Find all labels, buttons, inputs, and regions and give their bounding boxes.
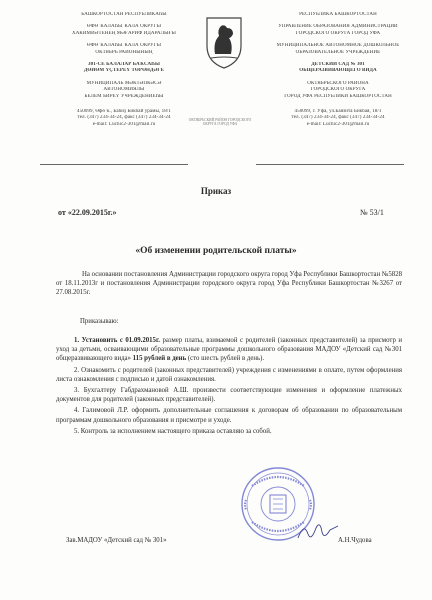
header-right-line: ГОРОДСКОГО ОКРУГА	[310, 87, 366, 93]
order-number: № 53/1	[360, 208, 384, 217]
header-right-line: ОБЩЕРАЗВИВАЮЩЕГО ВИДА	[299, 68, 377, 74]
header-left-email: e-mail: Luchic2-301@mail.ru	[92, 121, 156, 127]
header-right-line: УПРАВЛЕНИЕ ОБРАЗОВАНИЯ АДМИНИСТРАЦИИ	[278, 24, 398, 30]
header-right-address: 450099, г. Уфа, ул.Баязита Бикбая, 18/1	[294, 109, 382, 115]
header-divider-left	[40, 164, 188, 165]
header-left-line: АВТОНОМИЯЛЫ	[103, 87, 145, 93]
header-left-line: ӨФӨ ҠАЛАҺЫ ҠАЛА ОКРУГЫ	[86, 43, 162, 49]
header-right-phone: тел. (347) 234-34-24, факс (347) 234-34-24	[291, 115, 385, 121]
order-item-1	[56, 336, 402, 364]
signatory-name: А.Н.Чудова	[338, 537, 372, 544]
intro-paragraph: На основании постановления Администрации городского округа город Уфа Республики Башкортостан №5828 от 18.11.2013г и постановления Администрации городского округа город Уфа Республики Башкортостан №3267 от 27.08.2015г.	[56, 271, 402, 297]
order-item-5: 5. Контроль за исполнением настоящего приказа оставляю за собой.	[74, 427, 272, 435]
header-left-line: ДӨЙӨМ ҮҪТЕРЕҮ ТӨРӨНДӘГЕ	[83, 68, 165, 74]
order-date-prefix: от	[58, 208, 66, 217]
order-item-4: 4. Галимовой Л.Р. оформить дополнительные соглашения к договорам об образовании по образовательным программам дошкольного образования и присмотре и уходе.	[56, 407, 402, 424]
header-right-line: ОБРАЗОВАТЕЛЬНОЕ УЧРЕЖДЕНИЕ	[295, 49, 381, 55]
order-item-2: 2. Ознакомить с родителей (законных представителей) учреждения с изменениями в оплате, путем оформления листа ознакомления с подписью и датой ознакомления.	[56, 366, 402, 383]
header-left-line: МУНИЦИПАЛЬ МӘКТӘПКӘСӘ	[86, 80, 162, 86]
emblem-caption: ОКТЯБРЬСКИЙ РАЙОН ГОРОДСКОГО ОКРУГА ГОРОД УФА	[188, 118, 252, 127]
header-left-phone: тел. (347) 234-34-24, факс (347) 234-34-24	[77, 115, 171, 121]
header-right-line: ДЕТСКИЙ САД № 301	[311, 62, 365, 68]
header-left-line: БАШКОРТОСТАН РЕСПУБЛИКАҺЫ	[81, 12, 167, 17]
order-subject: «Об изменении родительской платы»	[135, 246, 297, 256]
signatory-position: Зав.МАДОУ «Детский сад № 301»	[66, 537, 167, 544]
header-left-line: 301-СЕ БАЛАЛАР БАҠСАҺЫ	[88, 62, 160, 68]
header-left-line: ХАКИМИӘТЕНЕҢ МӘҒАРИФ ИДАРАЛЫҒЫ	[71, 30, 176, 36]
header-right-line: ГОРОД УФА РЕСПУБЛИКИ БАШКОРТОСТАН	[284, 93, 392, 99]
header-left-line: ОКТЯБРЬ РАЙОНЫНЫҢ	[95, 49, 153, 55]
order-item-1-price: 115 рублей в день	[132, 355, 187, 363]
header-right-line: ГОРОДСКОГО ОКРУГА ГОРОД УФА	[295, 30, 381, 36]
decree-label: Приказываю:	[80, 318, 119, 325]
city-emblem-icon	[203, 16, 245, 70]
order-item-1-lead: 1. Установить с 01.09.2015г.	[74, 337, 160, 344]
header-left-address: 450099, Өфө ҡ., Баһиҙ Бикбай урамы, 18/1	[77, 109, 171, 115]
header-right-line: МУНИЦИПАЛЬНОЕ АВТОНОМНОЕ ДОШКОЛЬНОЕ	[276, 43, 400, 49]
header-right-line: РЕСПУБЛИКА БАШКОРТОСТАН	[299, 12, 377, 17]
header-right-block	[258, 12, 418, 128]
handwritten-signature-icon	[296, 518, 340, 546]
header-left-line: БЕЛЕМ БИРЕҮ УЧРЕЖДЕНИЕҺЫ	[84, 93, 164, 99]
header-right-line: ОКТЯБРЬСКОГО РАЙОНА	[307, 80, 369, 86]
order-title: Приказ	[200, 186, 232, 196]
order-date-value: «22.09.2015г.»	[67, 208, 117, 217]
header-divider-right	[256, 164, 404, 165]
order-item-1-text: размер платы, взимаемой с родителей (законных представителей) за присмотр и уход за детьми, осваивающими образовательные программы дошкольного образования МАДОУ «Детский сад №301 общеразвивающего вида»	[56, 337, 403, 363]
order-items	[56, 336, 402, 438]
header-right-email: e-mail: Luchic2-301@mail.ru	[306, 121, 370, 127]
header-left-block	[44, 12, 204, 128]
order-date	[58, 208, 117, 217]
order-item-1-tail: (сто шесть рублей в день).	[186, 355, 265, 363]
header-left-line: ӨФӨ ҠАЛАҺЫ ҠАЛА ОКРУГЫ	[86, 24, 162, 30]
order-item-3: 3. Бухгалтеру Габдрахмановой А.Ш. произвести соответствующие изменения и оформление платежных документов для родителей (законных представителей).	[56, 387, 402, 404]
